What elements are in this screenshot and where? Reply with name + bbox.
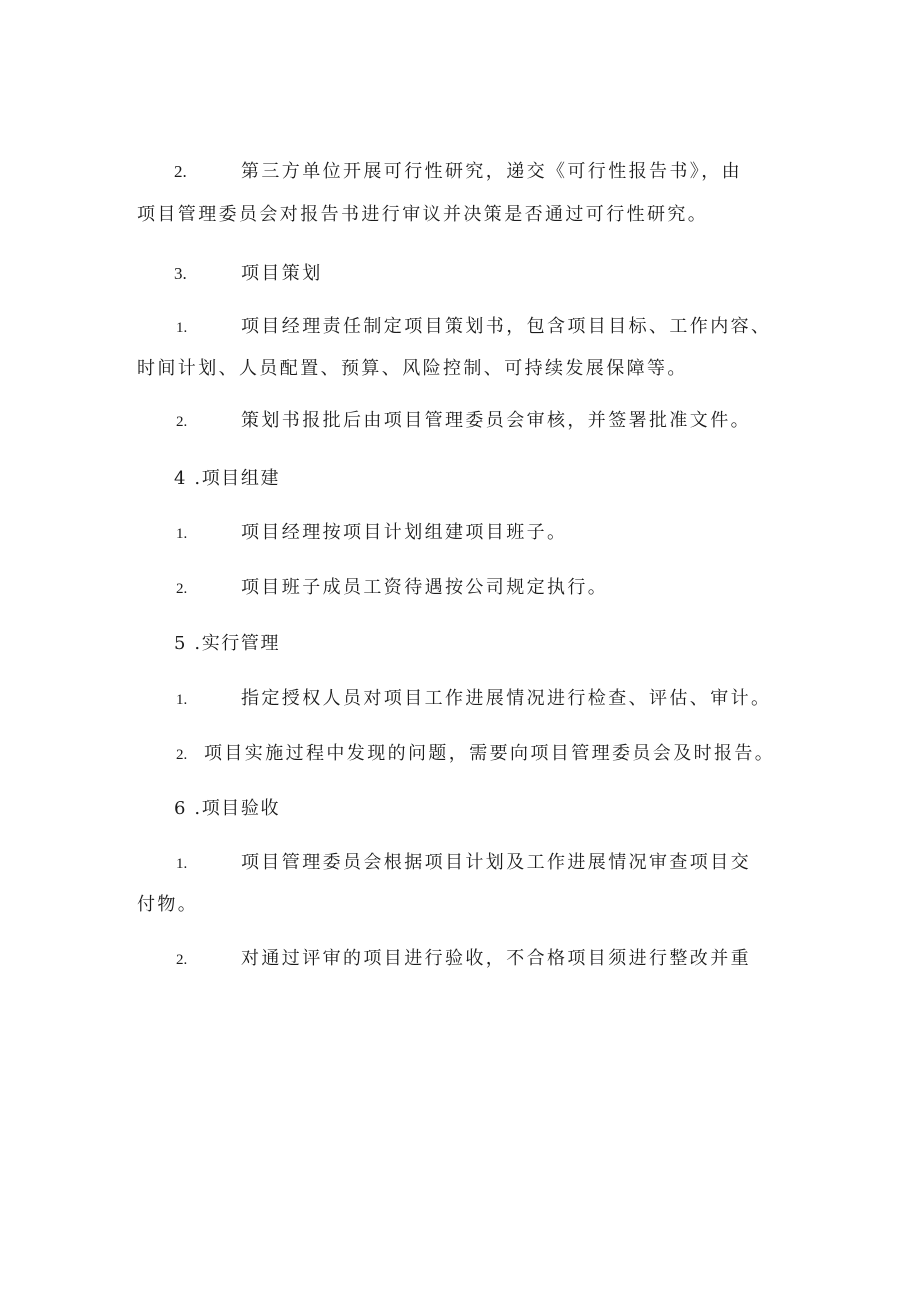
paragraph-text-continued: 时间计划、人员配置、预算、风险控制、可持续发展保障等。 xyxy=(137,358,688,379)
paragraph-text: 项目实施过程中发现的问题，需要向项目管理委员会及时报告。 xyxy=(204,743,776,764)
paragraph-text-continued: 付物。 xyxy=(137,894,199,915)
section-heading: 4 .项目组建 xyxy=(174,468,281,489)
paragraph-text: 对通过评审的项目进行验收，不合格项目须进行整改并重 xyxy=(241,948,751,969)
paragraph-text: 项目管理委员会根据项目计划及工作进展情况审查项目交 xyxy=(241,852,751,873)
list-number: 1. xyxy=(176,526,188,542)
paragraph-text: 指定授权人员对项目工作进展情况进行检查、评估、审计。 xyxy=(241,688,772,709)
section-heading: 5 .实行管理 xyxy=(174,633,281,654)
paragraph-text: 第三方单位开展可行性研究，递交《可行性报告书》，由 xyxy=(241,161,742,182)
list-number: 2. xyxy=(176,581,188,597)
section-heading: 项目策划 xyxy=(241,263,323,284)
section-number: 3. xyxy=(174,264,187,283)
list-number: 1. xyxy=(176,320,188,336)
list-number: 2. xyxy=(174,162,187,181)
list-number: 1. xyxy=(176,692,188,708)
paragraph-text: 策划书报批后由项目管理委员会审核，并签署批准文件。 xyxy=(241,410,751,431)
section-heading: 6 .项目验收 xyxy=(174,798,281,819)
paragraph-text: 项目经理按项目计划组建项目班子。 xyxy=(241,522,568,543)
list-number: 2. xyxy=(176,952,188,968)
list-number: 2. xyxy=(176,747,188,763)
list-number: 1. xyxy=(176,856,188,872)
list-number: 2. xyxy=(176,414,188,430)
paragraph-text: 项目班子成员工资待遇按公司规定执行。 xyxy=(241,577,609,598)
paragraph-text-continued: 项目管理委员会对报告书进行审议并决策是否通过可行性研究。 xyxy=(137,204,709,225)
paragraph-text: 项目经理责任制定项目策划书，包含项目目标、工作内容、 xyxy=(241,316,772,337)
